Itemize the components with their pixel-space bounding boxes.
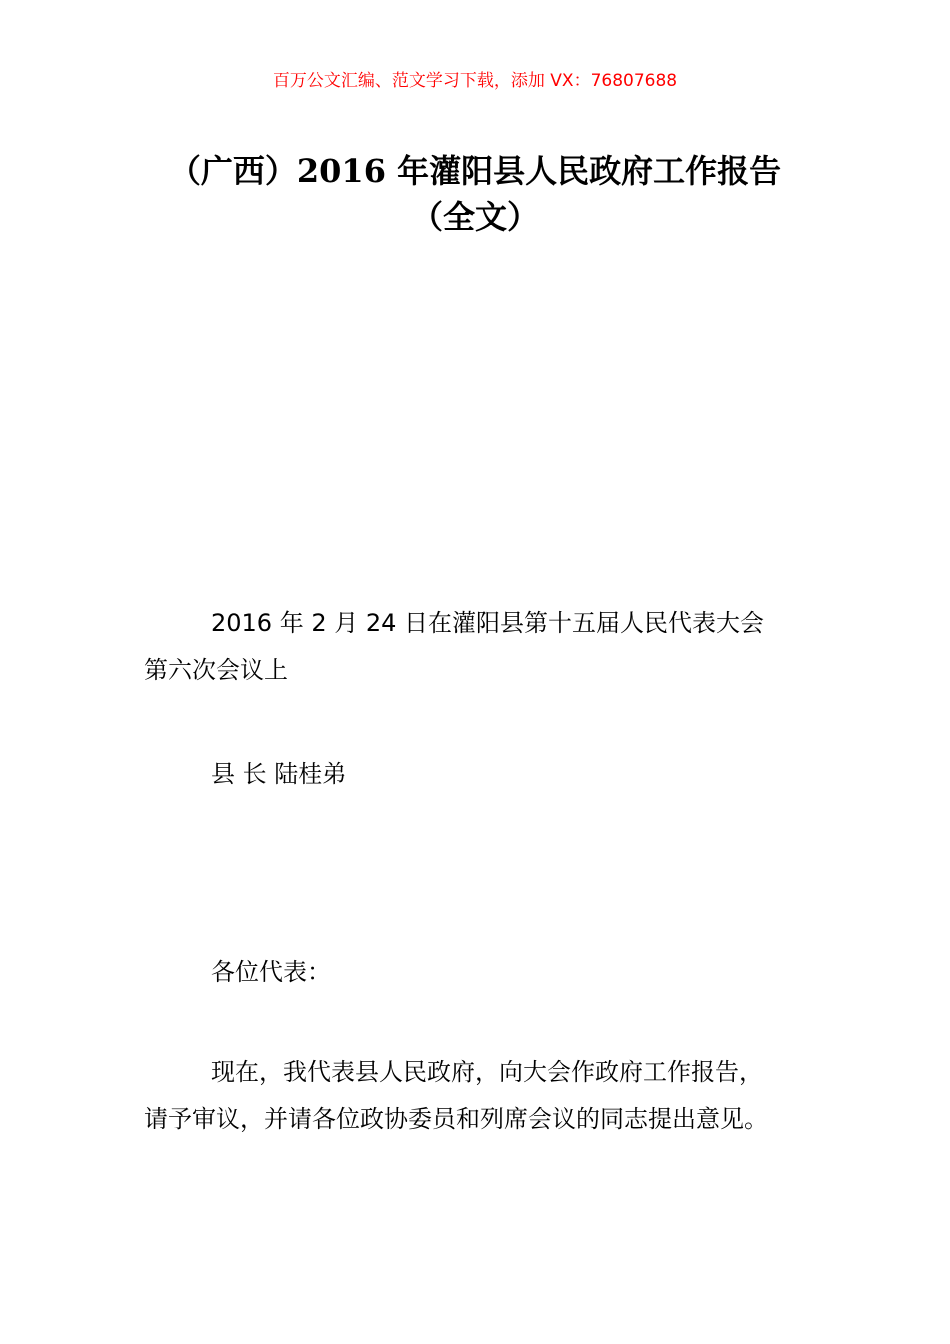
speaker-name: 县 长 陆桂弟 <box>211 760 347 788</box>
meeting-date-line-1: 2016 年 2 月 24 日在灌阳县第十五届人民代表大会 <box>211 609 765 637</box>
title-line-1: （广西）2016 年灌阳县人民政府工作报告 <box>168 152 782 190</box>
salutation-text: 各位代表： <box>211 958 331 986</box>
speaker-paragraph <box>144 751 809 798</box>
opening-line-2: 请予审议，并请各位政协委员和列席会议的同志提出意见。 <box>144 1105 768 1133</box>
document-title <box>100 148 850 240</box>
header-notice: 百万公文汇编、范文学习下载，添加 VX：76807688 <box>272 71 678 91</box>
salutation-paragraph <box>144 949 809 996</box>
opening-paragraph <box>144 1049 809 1143</box>
title-line-2: （全文） <box>410 198 539 236</box>
meeting-date-line-2: 第六次会议上 <box>144 656 288 684</box>
opening-line-1: 现在，我代表县人民政府，向大会作政府工作报告， <box>211 1058 763 1086</box>
meeting-date-paragraph <box>144 600 809 694</box>
